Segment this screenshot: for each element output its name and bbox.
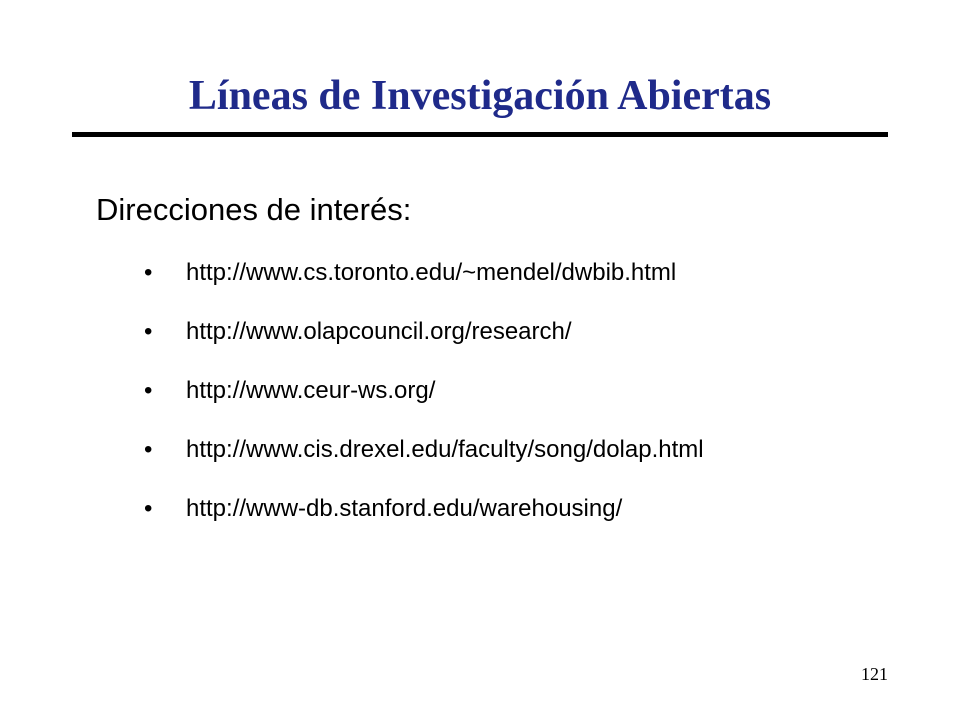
link-toronto[interactable]: http://www.cs.toronto.edu/~mendel/dwbib.html	[186, 259, 677, 286]
link-stanford[interactable]: http://www-db.stanford.edu/warehousing/	[186, 495, 623, 522]
link-list	[144, 252, 924, 547]
bullet-icon: •	[144, 495, 153, 522]
bullet-icon: •	[144, 259, 153, 286]
page-number: 121	[861, 664, 888, 684]
link-olapcouncil[interactable]: http://www.olapcouncil.org/research/	[186, 318, 572, 345]
list-item	[144, 429, 924, 488]
intro-text: Direcciones de interés:	[96, 192, 412, 227]
slide-title: Líneas de Investigación Abiertas	[188, 73, 772, 119]
link-ceur-ws[interactable]: http://www.ceur-ws.org/	[186, 377, 436, 404]
bullet-icon: •	[144, 377, 153, 404]
list-item	[144, 488, 924, 547]
list-item	[144, 370, 924, 429]
title-divider	[72, 132, 888, 137]
list-item	[144, 252, 924, 311]
bullet-icon: •	[144, 318, 153, 345]
list-item	[144, 311, 924, 370]
link-drexel[interactable]: http://www.cis.drexel.edu/faculty/song/dolap.html	[186, 436, 704, 463]
bullet-icon: •	[144, 436, 153, 463]
